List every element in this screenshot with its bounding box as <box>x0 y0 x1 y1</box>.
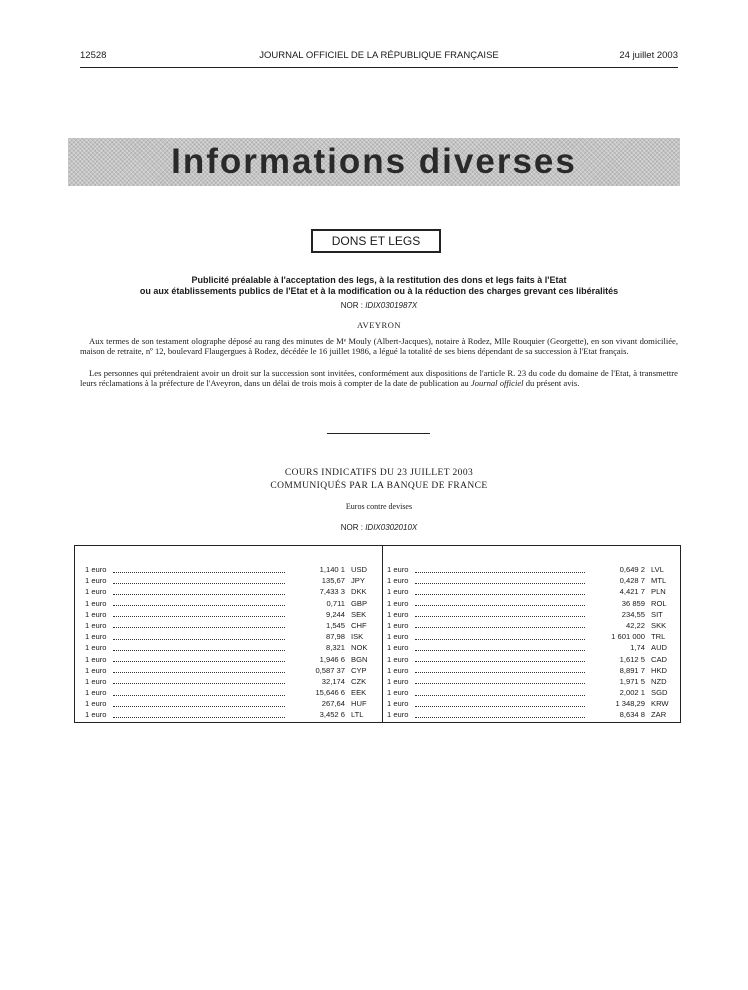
rates-title-line1: COURS INDICATIFS DU 23 JUILLET 2003 <box>284 468 474 478</box>
currency-code: SIT <box>651 609 663 619</box>
region-heading: AVEYRON <box>357 320 401 330</box>
rate-value: 42,22 <box>625 620 645 630</box>
currency-code: SKK <box>651 620 667 630</box>
rates-title <box>80 467 678 493</box>
dot-leader <box>113 627 285 628</box>
dot-leader <box>415 605 585 606</box>
rate-label: 1 euro <box>387 699 409 709</box>
rate-row <box>387 586 674 597</box>
rate-label: 1 euro <box>85 576 107 586</box>
dot-leader <box>415 706 585 707</box>
rate-row <box>85 620 373 631</box>
rate-label: 1 euro <box>85 665 107 675</box>
dot-leader <box>113 650 285 651</box>
dot-leader <box>415 717 585 718</box>
rate-value: 0,428 7 <box>619 576 645 586</box>
header-rule <box>80 67 678 68</box>
rate-row <box>85 575 373 586</box>
rates-column-left <box>85 564 373 721</box>
rate-row <box>387 709 674 720</box>
rate-label: 1 euro <box>387 665 409 675</box>
dot-leader <box>415 661 585 662</box>
rates-nor <box>80 523 678 532</box>
rate-label: 1 euro <box>387 676 409 686</box>
dot-leader <box>113 583 285 584</box>
notice-title-line1: Publicité préalable à l'acceptation des legs, à la restitution des dons et legs faits à l'Etat <box>191 275 567 285</box>
rate-value: 9,244 <box>325 609 345 619</box>
page-header <box>80 50 678 64</box>
rate-row <box>85 564 373 575</box>
rate-label: 1 euro <box>85 710 107 720</box>
rate-value: 1,971 5 <box>619 676 645 686</box>
section-separator <box>327 433 430 434</box>
rate-row <box>387 631 674 642</box>
rate-value: 0,711 <box>326 598 345 608</box>
dot-leader <box>113 639 285 640</box>
rate-value: 8,634 8 <box>619 710 645 720</box>
notice-title <box>80 275 678 297</box>
rate-row <box>85 676 373 687</box>
currency-code: ISK <box>351 632 364 642</box>
currency-code: BGN <box>351 654 368 664</box>
rate-row <box>387 575 674 586</box>
rate-row <box>85 654 373 665</box>
rate-label: 1 euro <box>387 643 409 653</box>
rate-label: 1 euro <box>387 654 409 664</box>
dot-leader <box>415 695 585 696</box>
rate-value: 1,74 <box>630 643 645 653</box>
dot-leader <box>113 605 285 606</box>
rates-title-line2: COMMUNIQUÉS PAR LA BANQUE DE FRANCE <box>270 481 488 491</box>
currency-code: LTL <box>351 710 364 720</box>
rate-value: 32,174 <box>321 676 345 686</box>
rate-value: 1 348,29 <box>615 699 645 709</box>
dot-leader <box>113 594 285 595</box>
nor-code: IDIX0301987X <box>365 301 418 310</box>
rate-label: 1 euro <box>387 598 409 608</box>
currency-code: CAD <box>651 654 668 664</box>
issue-date: 24 juillet 2003 <box>619 50 678 61</box>
rate-row <box>387 642 674 653</box>
notice-nor <box>80 301 678 310</box>
dot-leader <box>113 672 285 673</box>
currency-code: MTL <box>651 576 667 586</box>
dot-leader <box>415 594 585 595</box>
rate-value: 1 601 000 <box>611 632 645 642</box>
rate-value: 15,646 6 <box>315 688 345 698</box>
rate-label: 1 euro <box>387 576 409 586</box>
dot-leader <box>415 650 585 651</box>
rate-label: 1 euro <box>387 609 409 619</box>
paragraph-2-text: Les personnes qui prétendraient avoir un droit sur la succession sont invitées, conformément aux dispositions de l'article R. 23 du code du domaine de l'Etat, à transmettre leurs réclamations à la préfecture de l'Aveyron, dans un délai de trois mois à compter de la date de publication au <box>80 368 678 388</box>
rates-column-right <box>387 564 674 721</box>
rate-value: 8,321 <box>325 643 345 653</box>
page-number: 12528 <box>80 50 107 61</box>
rate-label: 1 euro <box>85 598 107 608</box>
rates-subtitle: Euros contre devises <box>345 502 413 511</box>
rate-label: 1 euro <box>85 632 107 642</box>
rate-row <box>85 586 373 597</box>
rate-row <box>387 564 674 575</box>
rate-row <box>85 642 373 653</box>
nor-label: NOR : <box>340 523 366 532</box>
currency-code: TRL <box>651 632 666 642</box>
rate-label: 1 euro <box>387 565 409 574</box>
rate-label: 1 euro <box>387 587 409 597</box>
dot-leader <box>415 583 585 584</box>
rate-value: 3,452 6 <box>319 710 345 720</box>
currency-code: SEK <box>351 609 367 619</box>
rate-value: 7,433 3 <box>319 587 345 597</box>
dot-leader <box>113 616 285 617</box>
currency-code: CHF <box>351 620 367 630</box>
rate-row <box>85 665 373 676</box>
rate-value: 36 859 <box>621 598 645 608</box>
notice-paragraph-2 <box>80 368 678 388</box>
rate-label: 1 euro <box>85 587 107 597</box>
rate-label: 1 euro <box>85 676 107 686</box>
currency-code: ROL <box>651 598 667 608</box>
rate-value: 135,67 <box>321 576 345 586</box>
currency-code: HKD <box>651 665 668 675</box>
currency-code: USD <box>351 565 368 574</box>
dot-leader <box>113 661 285 662</box>
dot-leader <box>415 639 585 640</box>
section-banner <box>68 138 680 186</box>
currency-code: KRW <box>651 699 669 709</box>
currency-code: LVL <box>651 565 664 574</box>
currency-code: CZK <box>351 676 367 686</box>
nor-label: NOR : <box>340 301 366 310</box>
exchange-rates-table <box>74 545 681 723</box>
rate-row <box>387 654 674 665</box>
rate-value: 1,946 6 <box>319 654 345 664</box>
dot-leader <box>113 683 285 684</box>
currency-code: JPY <box>351 576 365 586</box>
journal-title: JOURNAL OFFICIEL DE LA RÉPUBLIQUE FRANÇAISE <box>259 50 499 61</box>
rate-value: 267,64 <box>321 699 345 709</box>
section-title-box: DONS ET LEGS <box>311 229 441 253</box>
rate-row <box>387 698 674 709</box>
dot-leader <box>113 572 285 573</box>
rate-value: 1,140 1 <box>319 565 345 574</box>
rate-row <box>85 598 373 609</box>
rate-value: 87,98 <box>325 632 345 642</box>
currency-code: DKK <box>351 587 367 597</box>
currency-code: HUF <box>351 699 367 709</box>
dot-leader <box>415 616 585 617</box>
notice-title-line2: ou aux établissements publics de l'Etat et à la modification ou à la réduction des charges grevant ces libéralités <box>139 286 619 296</box>
rate-row <box>85 709 373 720</box>
rate-row <box>85 631 373 642</box>
rate-row <box>85 698 373 709</box>
rate-label: 1 euro <box>387 688 409 698</box>
dot-leader <box>113 695 285 696</box>
banner-title: Informations diverses <box>171 142 577 181</box>
rate-label: 1 euro <box>85 654 107 664</box>
currency-code: PLN <box>651 587 666 597</box>
nor-code: IDIX0302010X <box>365 523 418 532</box>
notice-paragraph-1: Aux termes de son testament olographe déposé au rang des minutes de Mᵉ Mouly (Albert-Jacques), notaire à Rodez, Mlle Rouquier (Georgette), en son vivant domiciliée, maison de retraite, nº 12, boulevard Flaugergues à Rodez, décédée le 16 juillet 1986, a légué la totalité de ses biens dépendant de sa succession à l'Etat français. <box>80 336 678 356</box>
rate-value: 0,587 37 <box>315 665 345 675</box>
rate-label: 1 euro <box>85 565 107 574</box>
rate-row <box>85 687 373 698</box>
currency-code: ZAR <box>651 710 667 720</box>
currency-code: SGD <box>651 688 668 698</box>
rate-label: 1 euro <box>85 688 107 698</box>
rate-label: 1 euro <box>387 632 409 642</box>
rate-value: 4,421 7 <box>619 587 645 597</box>
rate-value: 1,612 5 <box>619 654 645 664</box>
paragraph-2-end: du présent avis. <box>523 378 580 388</box>
rate-value: 8,891 7 <box>619 665 645 675</box>
currency-code: NOK <box>351 643 368 653</box>
rate-value: 1,545 <box>325 620 345 630</box>
rate-row <box>387 620 674 631</box>
dot-leader <box>415 572 585 573</box>
rate-label: 1 euro <box>387 710 409 720</box>
rate-label: 1 euro <box>85 609 107 619</box>
rate-row <box>387 598 674 609</box>
currency-code: NZD <box>651 676 667 686</box>
dot-leader <box>415 672 585 673</box>
dot-leader <box>113 706 285 707</box>
dot-leader <box>415 627 585 628</box>
rate-label: 1 euro <box>387 620 409 630</box>
rate-row <box>387 665 674 676</box>
currency-code: AUD <box>651 643 668 653</box>
rate-label: 1 euro <box>85 620 107 630</box>
rate-label: 1 euro <box>85 699 107 709</box>
rate-row <box>387 687 674 698</box>
rate-value: 0,649 2 <box>619 565 645 574</box>
rate-label: 1 euro <box>85 643 107 653</box>
rate-row <box>387 676 674 687</box>
dot-leader <box>415 683 585 684</box>
currency-code: GBP <box>351 598 368 608</box>
column-divider <box>382 546 383 722</box>
currency-code: EEK <box>351 688 367 698</box>
rate-value: 2,002 1 <box>619 688 645 698</box>
rate-row <box>85 609 373 620</box>
currency-code: CYP <box>351 665 367 675</box>
rate-value: 234,55 <box>621 609 645 619</box>
dot-leader <box>113 717 285 718</box>
journal-reference: Journal officiel <box>470 378 524 388</box>
rate-row <box>387 609 674 620</box>
